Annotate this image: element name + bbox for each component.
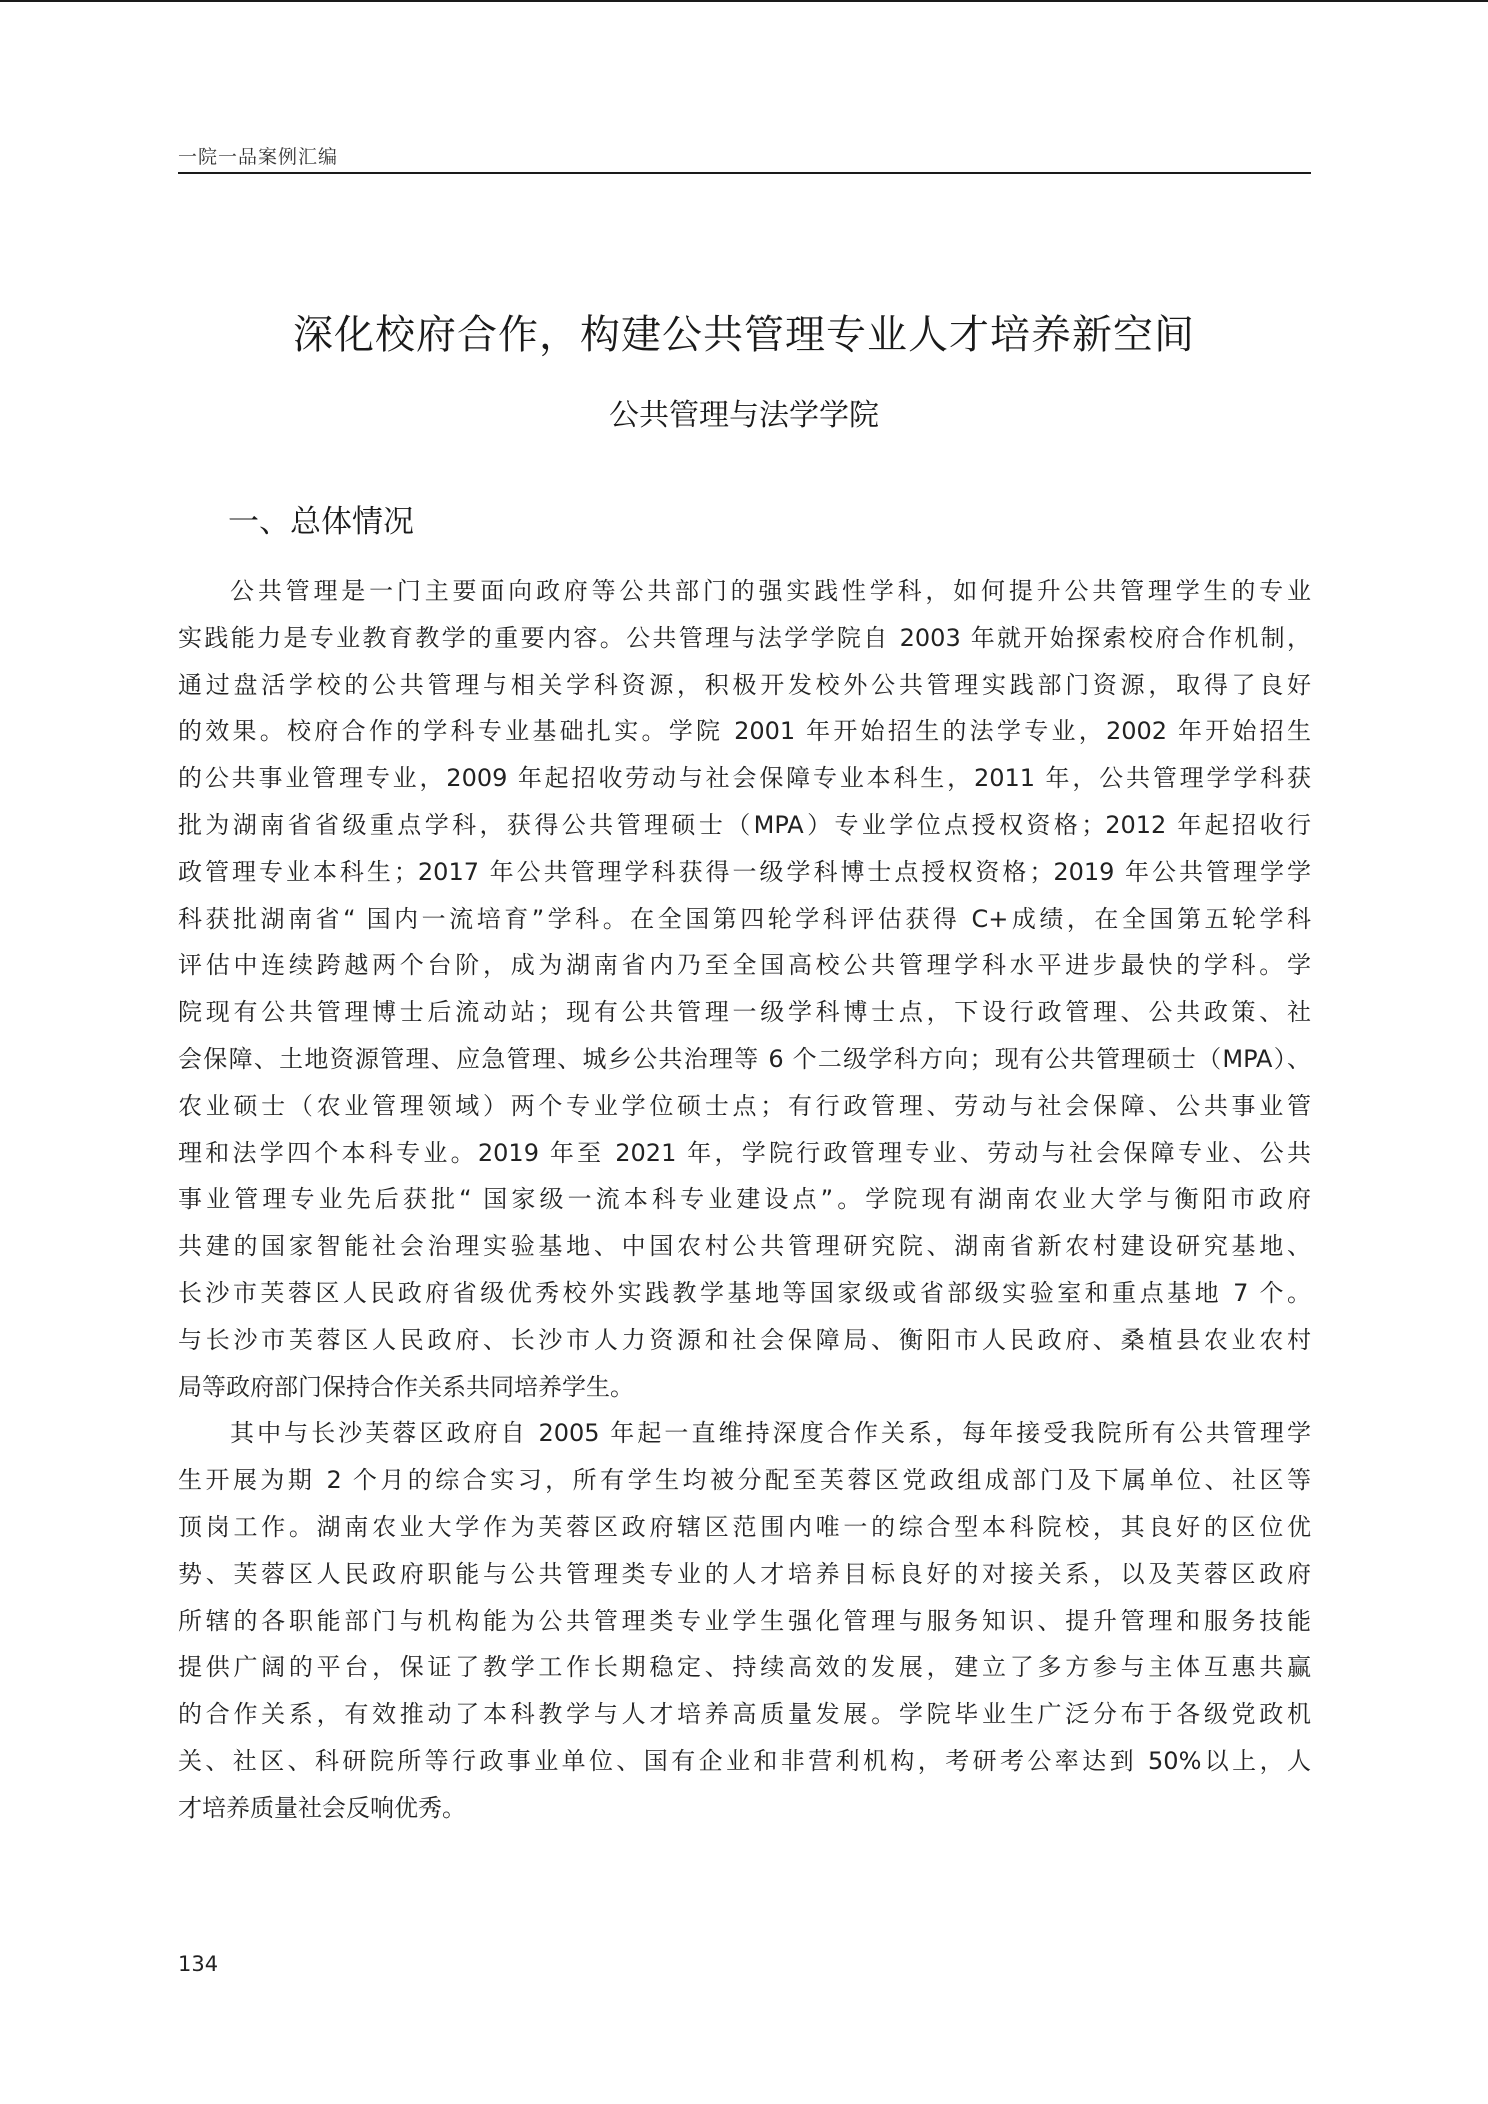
- paragraph-line: 公共管理是一门主要面向政府等公共部门的强实践性学科，如何提升公共管理学生的专业: [230, 577, 1311, 605]
- paragraph-line: 所辖的各职能部门与机构能为公共管理类专业学生强化管理与服务知识、提升管理和服务技能: [178, 1606, 1311, 1635]
- body-text: [178, 568, 1311, 1832]
- paragraph-line: 科获批湖南省“ 国内一流培育”学科。在全国第四轮学科评估获得 C+成绩，在全国第五轮学科: [178, 904, 1311, 933]
- paragraph-line: 理和法学四个本科专业。2019 年至 2021 年，学院行政管理专业、劳动与社会保障专业、公共: [178, 1138, 1311, 1167]
- article-title: 深化校府合作，构建公共管理专业人才培养新空间: [293, 312, 1195, 358]
- paragraph-line: 的公共事业管理专业，2009 年起招收劳动与社会保障专业本科生，2011 年，公共管理学学科获: [178, 764, 1311, 793]
- paragraph-line: 长沙市芙蓉区人民政府省级优秀校外实践教学基地等国家级或省部级实验室和重点基地 7 个。: [178, 1278, 1311, 1307]
- paragraph-line: 政管理专业本科生；2017 年公共管理学科获得一级学科博士点授权资格；2019 年公共管理学学: [178, 857, 1311, 886]
- paragraph: [178, 568, 1311, 1410]
- paragraph-line: 的合作关系，有效推动了本科教学与人才培养高质量发展。学院毕业生广泛分布于各级党政机: [178, 1700, 1311, 1729]
- running-header: 一院一品案例汇编: [178, 146, 339, 168]
- paragraph-line: 实践能力是专业教育教学的重要内容。公共管理与法学学院自 2003 年就开始探索校府合作机制，: [178, 623, 1311, 652]
- paragraph-line: 与长沙市芙蓉区人民政府、长沙市人力资源和社会保障局、衡阳市人民政府、桑植县农业农村: [178, 1325, 1311, 1354]
- paragraph-line: 才培养质量社会反响优秀。: [178, 1793, 466, 1822]
- section-heading: 一、总体情况: [228, 504, 414, 540]
- paragraph-line: 局等政府部门保持合作关系共同培养学生。: [178, 1372, 634, 1401]
- paragraph-line: 共建的国家智能社会治理实验基地、中国农村公共管理研究院、湖南省新农村建设研究基地、: [178, 1232, 1311, 1261]
- page-number: 134: [178, 1952, 219, 1976]
- paragraph-line: 生开展为期 2 个月的综合实习，所有学生均被分配至芙蓉区党政组成部门及下属单位、社区等: [178, 1466, 1311, 1495]
- paragraph-line: 评估中连续跨越两个台阶，成为湖南省内乃至全国高校公共管理学科水平进步最快的学科。学: [178, 951, 1311, 980]
- paragraph-line: 会保障、土地资源管理、应急管理、城乡公共治理等 6 个二级学科方向；现有公共管理硕士（MPA）、: [178, 1044, 1311, 1073]
- paragraph-line: 批为湖南省省级重点学科，获得公共管理硕士（MPA）专业学位点授权资格；2012 年起招收行: [178, 810, 1311, 839]
- paragraph-line: 事业管理专业先后获批“ 国家级一流本科专业建设点”。学院现有湖南农业大学与衡阳市政府: [178, 1185, 1311, 1214]
- paragraph-line: 的效果。校府合作的学科专业基础扎实。学院 2001 年开始招生的法学专业，2002 年开始招生: [178, 717, 1311, 746]
- paragraph-line: 提供广阔的平台，保证了教学工作长期稳定、持续高效的发展，建立了多方参与主体互惠共赢: [178, 1653, 1311, 1682]
- paragraph-line: 院现有公共管理博士后流动站；现有公共管理一级学科博士点，下设行政管理、公共政策、社: [178, 998, 1311, 1027]
- paragraph: [178, 1410, 1311, 1831]
- article-subtitle: 公共管理与法学学院: [609, 398, 879, 433]
- page-top-rule: [0, 0, 1488, 2]
- paragraph-line: 其中与长沙芙蓉区政府自 2005 年起一直维持深度合作关系，每年接受我院所有公共管理学: [230, 1419, 1311, 1448]
- paragraph-line: 关、社区、科研院所等行政事业单位、国有企业和非营利机构，考研考公率达到 50%以上，人: [178, 1746, 1311, 1775]
- paragraph-line: 顶岗工作。湖南农业大学作为芙蓉区政府辖区范围内唯一的综合型本科院校，其良好的区位优: [178, 1512, 1311, 1541]
- header-rule: [178, 172, 1311, 174]
- paragraph-line: 农业硕士（农业管理领域）两个专业学位硕士点；有行政管理、劳动与社会保障、公共事业管: [178, 1091, 1311, 1120]
- paragraph-line: 势、芙蓉区人民政府职能与公共管理类专业的人才培养目标良好的对接关系，以及芙蓉区政府: [178, 1559, 1311, 1588]
- paragraph-line: 通过盘活学校的公共管理与相关学科资源，积极开发校外公共管理实践部门资源，取得了良好: [178, 670, 1311, 699]
